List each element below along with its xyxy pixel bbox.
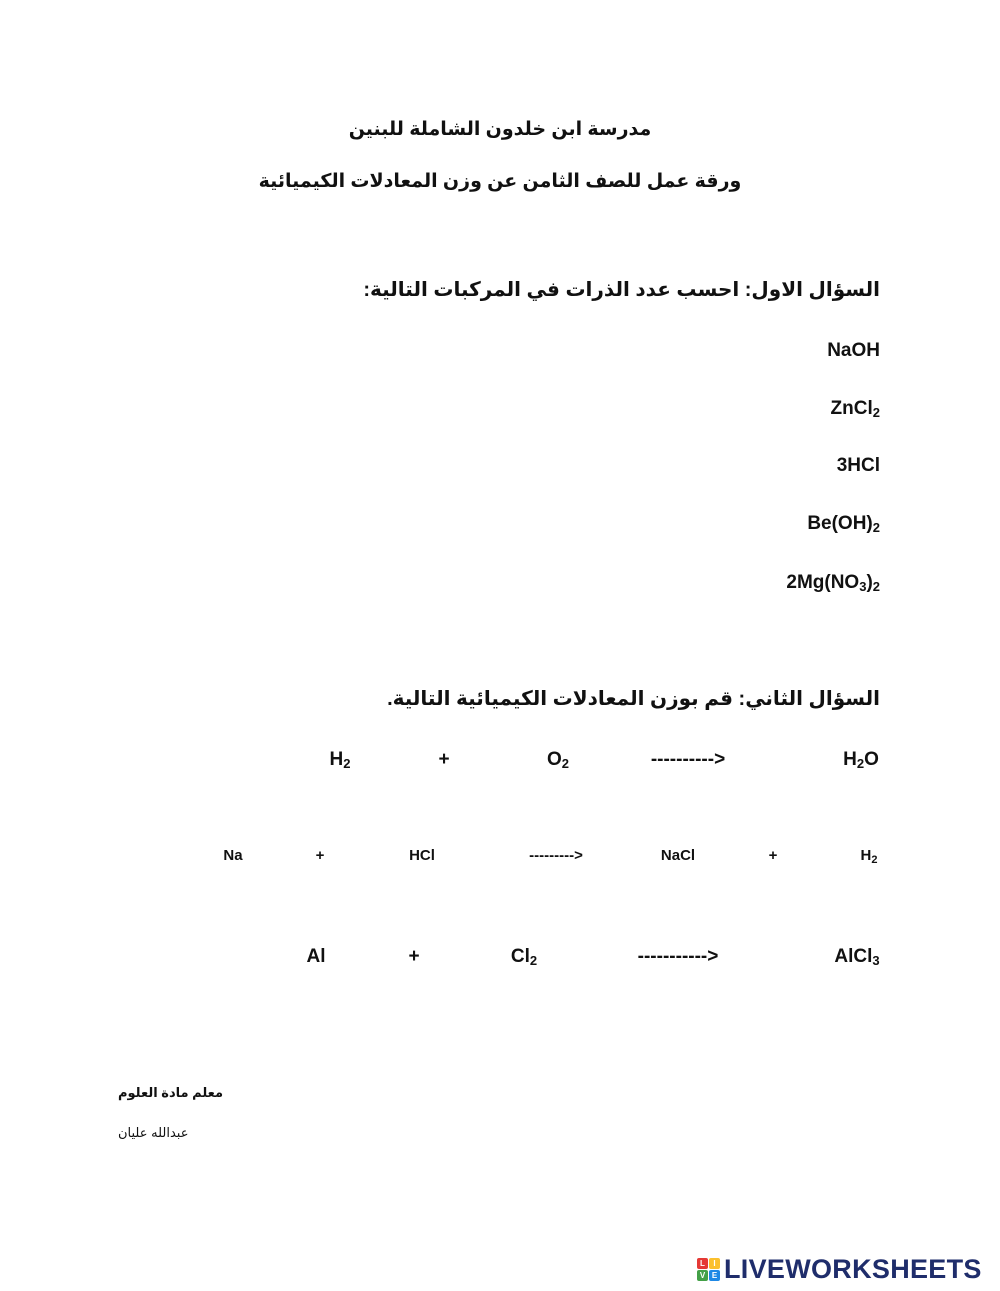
question-1-title: السؤال الاول: احسب عدد الذرات في المركبات التالية: [363,279,880,301]
eq3-arrow: -----------> [637,946,719,967]
eq3-reactant-al: Al [306,946,326,967]
eq1-plus: + [438,749,450,770]
eq2-arrow: ---------> [529,847,583,864]
teacher-name: عبدالله عليان [118,1125,189,1140]
school-name: مدرسة ابن خلدون الشاملة للبنين [348,119,652,140]
liveworksheets-logo[interactable] [697,1254,982,1285]
compound-3: 3HCl [836,455,880,476]
worksheet-title: ورقة عمل للصف الثامن عن وزن المعادلات الكيميائية [258,171,742,192]
eq1-reactant-o2: $O_2$ [546,749,570,771]
logo-block-l: L [697,1258,708,1269]
eq2-plus-1: + [315,847,325,864]
eq2-product-nacl: NaCl [660,847,696,864]
eq2-plus-2: + [768,847,778,864]
compound-2: ZnCl$_2$ [830,398,880,420]
logo-block-i: I [709,1258,720,1269]
eq2-reactant-na: Na [223,847,243,864]
logo-blocks-icon [697,1258,720,1281]
eq1-product-h2o: $H_2O$ [843,749,879,771]
eq3-reactant-cl2: $Cl_2$ [510,946,538,968]
teacher-role: معلم مادة العلوم [118,1085,224,1100]
logo-block-e: E [709,1270,720,1281]
compound-1: NaOH [827,340,880,361]
logo-text: LIVEWORKSHEETS [724,1254,982,1284]
eq3-product-alcl3: AlCl$_3$ [834,946,880,968]
eq1-reactant-h2: $H_2$ [329,749,351,771]
eq1-arrow: ----------> [650,749,726,770]
question-2-title: السؤال الثاني: قم بوزن المعادلات الكيميائية التالية. [387,688,880,710]
compound-5: $2Mg(NO_3)_2$ [786,572,880,594]
logo-block-v: V [697,1270,708,1281]
eq2-product-h2: $H_2$ [860,847,878,866]
compound-4: $Be(OH)_2$ [807,513,880,535]
eq2-reactant-hcl: HCl [409,847,435,864]
eq3-plus: + [408,946,420,967]
